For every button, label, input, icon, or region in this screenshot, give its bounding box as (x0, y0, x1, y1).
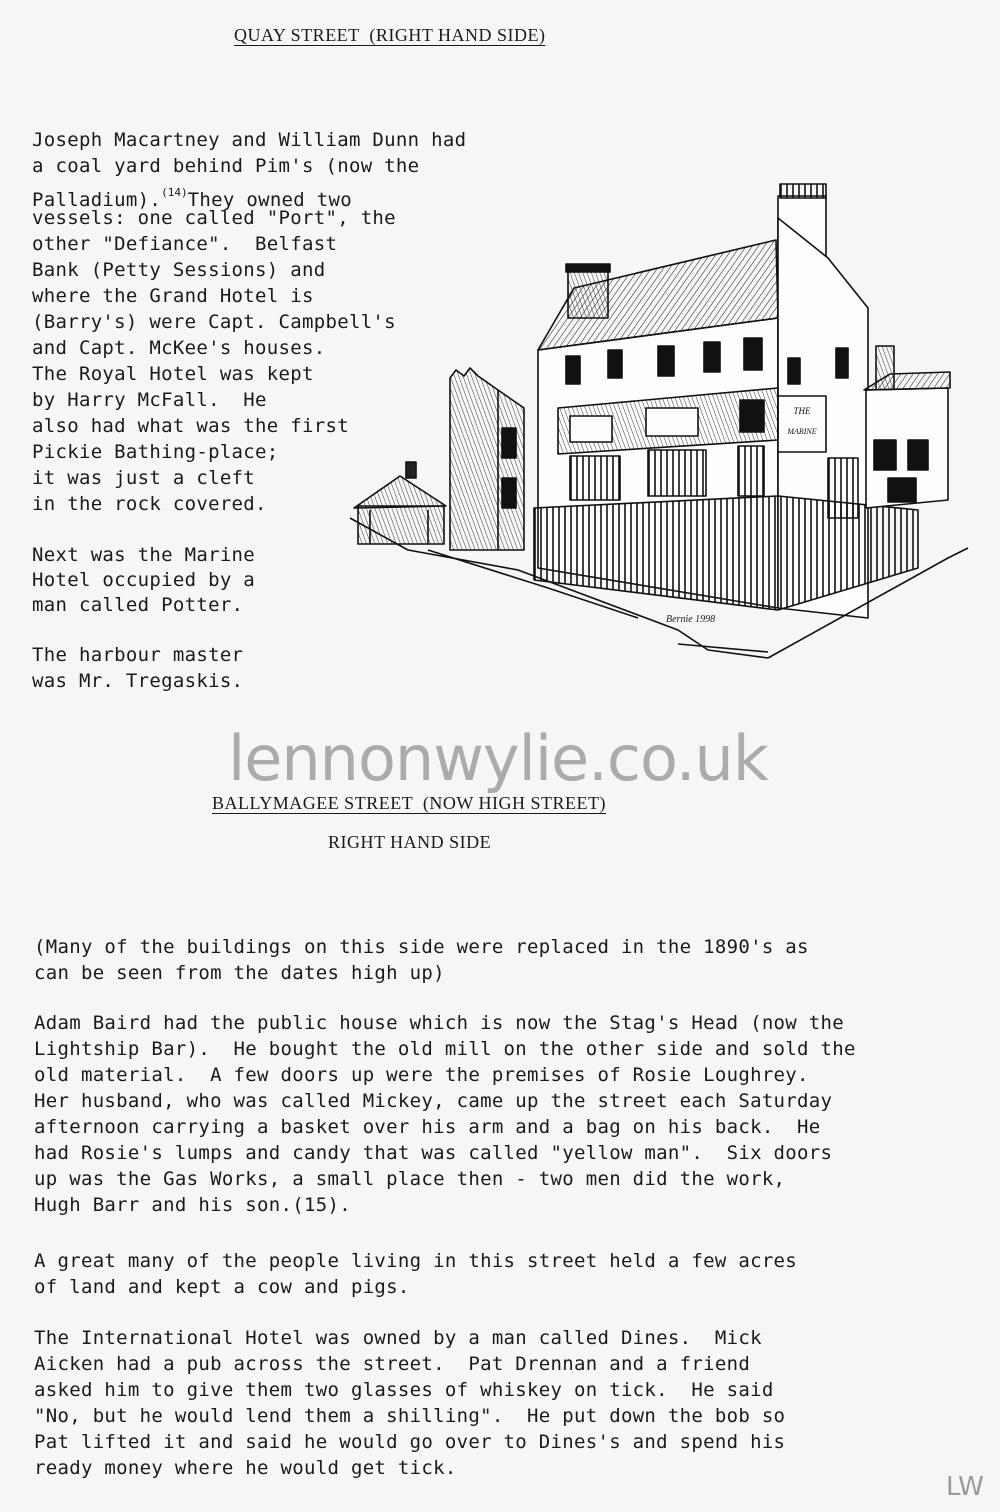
text-line: vessels: one called "Port", the (32, 207, 396, 229)
text-line: "No, but he would lend them a shilling". He put down the bob so (34, 1405, 786, 1427)
text-line: The International Hotel was owned by a man called Dines. Mick (34, 1327, 762, 1349)
corner-mark: LW (946, 1472, 984, 1502)
text-line: it was just a cleft (32, 467, 256, 489)
text-line: Pickie Bathing-place; (32, 441, 279, 463)
text-line: a coal yard behind Pim's (now the (32, 155, 420, 177)
section-heading-ballymagee-street: BALLYMAGEE STREET (NOW HIGH STREET) (212, 793, 606, 813)
text-line: ready money where he would get tick. (34, 1457, 457, 1479)
text-line: old material. A few doors up were the premises of Rosie Loughrey. (34, 1064, 809, 1086)
section-heading-quay-street: QUAY STREET (RIGHT HAND SIDE) (234, 25, 546, 45)
text-line: and Capt. McKee's houses. (32, 337, 326, 359)
text-line: by Harry McFall. He (32, 389, 267, 411)
text-line: up was the Gas Works, a small place then - two men did the work, (34, 1168, 786, 1190)
text-line: The Royal Hotel was kept (32, 363, 314, 385)
text-line: afternoon carrying a basket over his arm and a bag on his back. He (34, 1116, 821, 1138)
text-line: Adam Baird had the public house which is now the Stag's Head (now the (34, 1012, 844, 1034)
text-line: Bank (Petty Sessions) and (32, 259, 326, 281)
text-line: A great many of the people living in this street held a few acres (34, 1250, 798, 1272)
text-line: Joseph Macartney and William Dunn had (32, 129, 467, 151)
text-line: Her husband, who was called Mickey, came up the street each Saturday (34, 1090, 833, 1112)
text-line: in the rock covered. (32, 493, 267, 515)
text-line: Lightship Bar). He bought the old mill on the other side and sold the (34, 1038, 856, 1060)
section-subheading: RIGHT HAND SIDE (328, 832, 492, 852)
footnote-ref-14: (14) (161, 186, 188, 199)
sign-text-the: THE (793, 406, 811, 416)
text-line: The harbour master (32, 644, 244, 666)
text-line: (Many of the buildings on this side were replaced in the 1890's as (34, 936, 809, 958)
text-line: Next was the Marine (32, 544, 256, 566)
text-line: Hotel occupied by a (32, 569, 256, 591)
text-line: (Barry's) were Capt. Campbell's (32, 311, 396, 333)
text-line: man called Potter. (32, 594, 244, 616)
text-line: had Rosie's lumps and candy that was called "yellow man". Six doors (34, 1142, 833, 1164)
text-line: of land and kept a cow and pigs. (34, 1276, 410, 1298)
text-line: Aicken had a pub across the street. Pat Drennan and a friend (34, 1353, 751, 1375)
text-fragment: Palladium). (32, 189, 162, 211)
text-line: was Mr. Tregaskis. (32, 670, 244, 692)
watermark: lennonwylie.co.uk (228, 722, 768, 795)
text-line: Hugh Barr and his son.(15). (34, 1194, 351, 1216)
text-line: Pat lifted it and said he would go over to Dines's and spend his (34, 1431, 786, 1453)
text-line: other "Defiance". Belfast (32, 233, 338, 255)
text-line: can be seen from the dates high up) (34, 962, 445, 984)
sign-text-marine: MARINE (787, 427, 817, 436)
marine-hotel-illustration (348, 178, 974, 668)
text-fragment: They owned two (187, 189, 352, 211)
text-line: asked him to give them two glasses of whiskey on tick. He said (34, 1379, 774, 1401)
text-line: where the Grand Hotel is (32, 285, 314, 307)
artist-signature: Bernie 1998 (666, 614, 716, 625)
text-line: also had what was the first (32, 415, 349, 437)
